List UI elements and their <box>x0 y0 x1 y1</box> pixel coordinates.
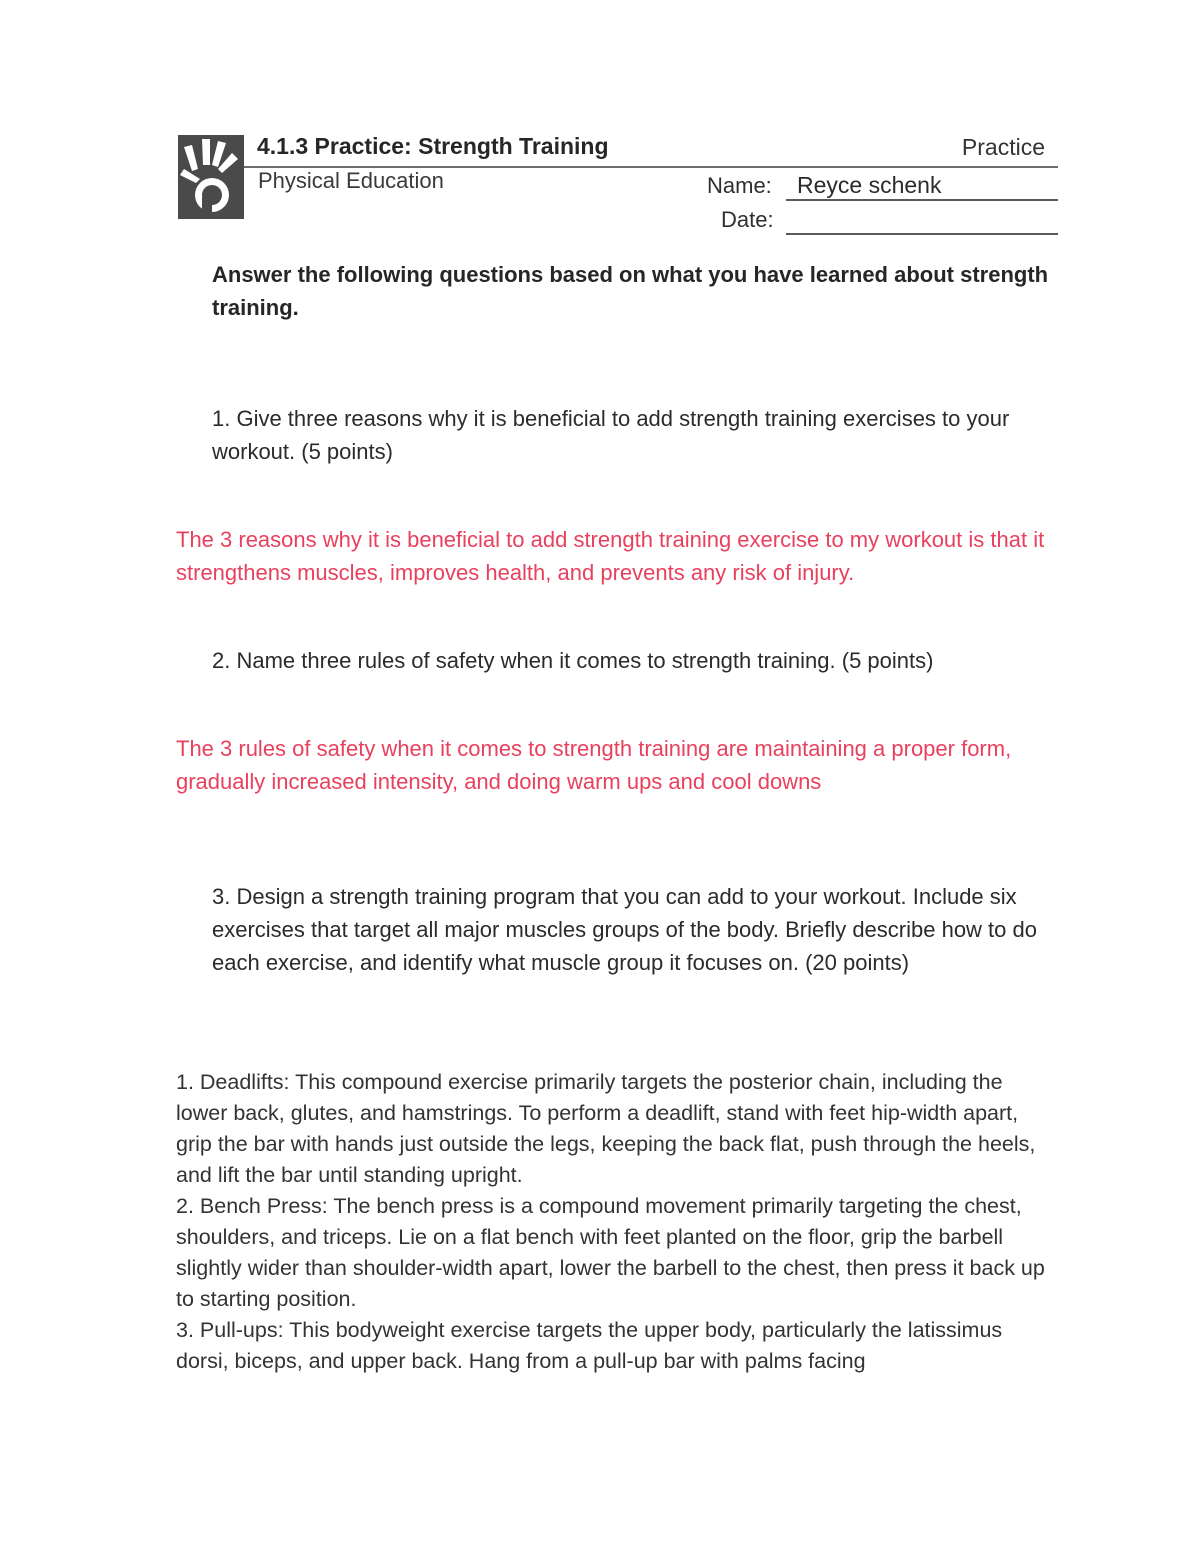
assignment-title: 4.1.3 Practice: Strength Training <box>257 133 609 159</box>
name-label: Name: <box>707 173 772 198</box>
name-field[interactable]: Reyce schenk <box>797 172 942 198</box>
answer-2: The 3 rules of safety when it comes to strength training are maintaining a proper form, gradually increased intensity, and doing warm ups and cool downs <box>176 736 1012 794</box>
exercise-item: 3. Pull-ups: This bodyweight exercise targets the upper body, particularly the latissimus dorsi, biceps, and upper back. Hang from a pull-up bar with palms facing <box>176 1318 1003 1373</box>
name-underline <box>786 199 1058 201</box>
exercise-item: 1. Deadlifts: This compound exercise primarily targets the posterior chain, including the lower back, glutes, and hamstrings. To perform a deadlift, stand with feet hip-width apart, grip the bar with hands just outside the legs, keeping the back flat, push through the heels, and lift the bar until standing upright. <box>176 1070 1036 1187</box>
exercise-item: 2. Bench Press: The bench press is a compound movement primarily targeting the chest, shoulders, and triceps. Lie on a flat bench with feet planted on the floor, grip the barbell slightly wider than shoulder-width apart, lower the barbell to the chest, then press it back up to starting position. <box>176 1194 1045 1311</box>
question-2: 2. Name three rules of safety when it comes to strength training. (5 points) <box>212 648 934 673</box>
answer-1: The 3 reasons why it is beneficial to add strength training exercise to my workout is that it strengthens muscles, improves health, and prevents any risk of injury. <box>176 527 1045 585</box>
question-3: 3. Design a strength training program that you can add to your workout. Include six exercises that target all major muscles groups of the body. Briefly describe how to do each exercise, and identify what muscle group it focuses on. (20 points) <box>212 884 1037 975</box>
date-field[interactable] <box>786 233 1058 235</box>
course-subject: Physical Education <box>258 168 444 193</box>
instructions: Answer the following questions based on what you have learned about strength training. <box>212 262 1049 320</box>
assignment-type: Practice <box>961 134 1045 160</box>
exercise-list <box>176 1067 1056 1377</box>
question-1: 1. Give three reasons why it is beneficial to add strength training exercises to your workout. (5 points) <box>212 406 1010 464</box>
date-label: Date: <box>721 207 774 232</box>
course-logo-icon <box>178 135 244 219</box>
